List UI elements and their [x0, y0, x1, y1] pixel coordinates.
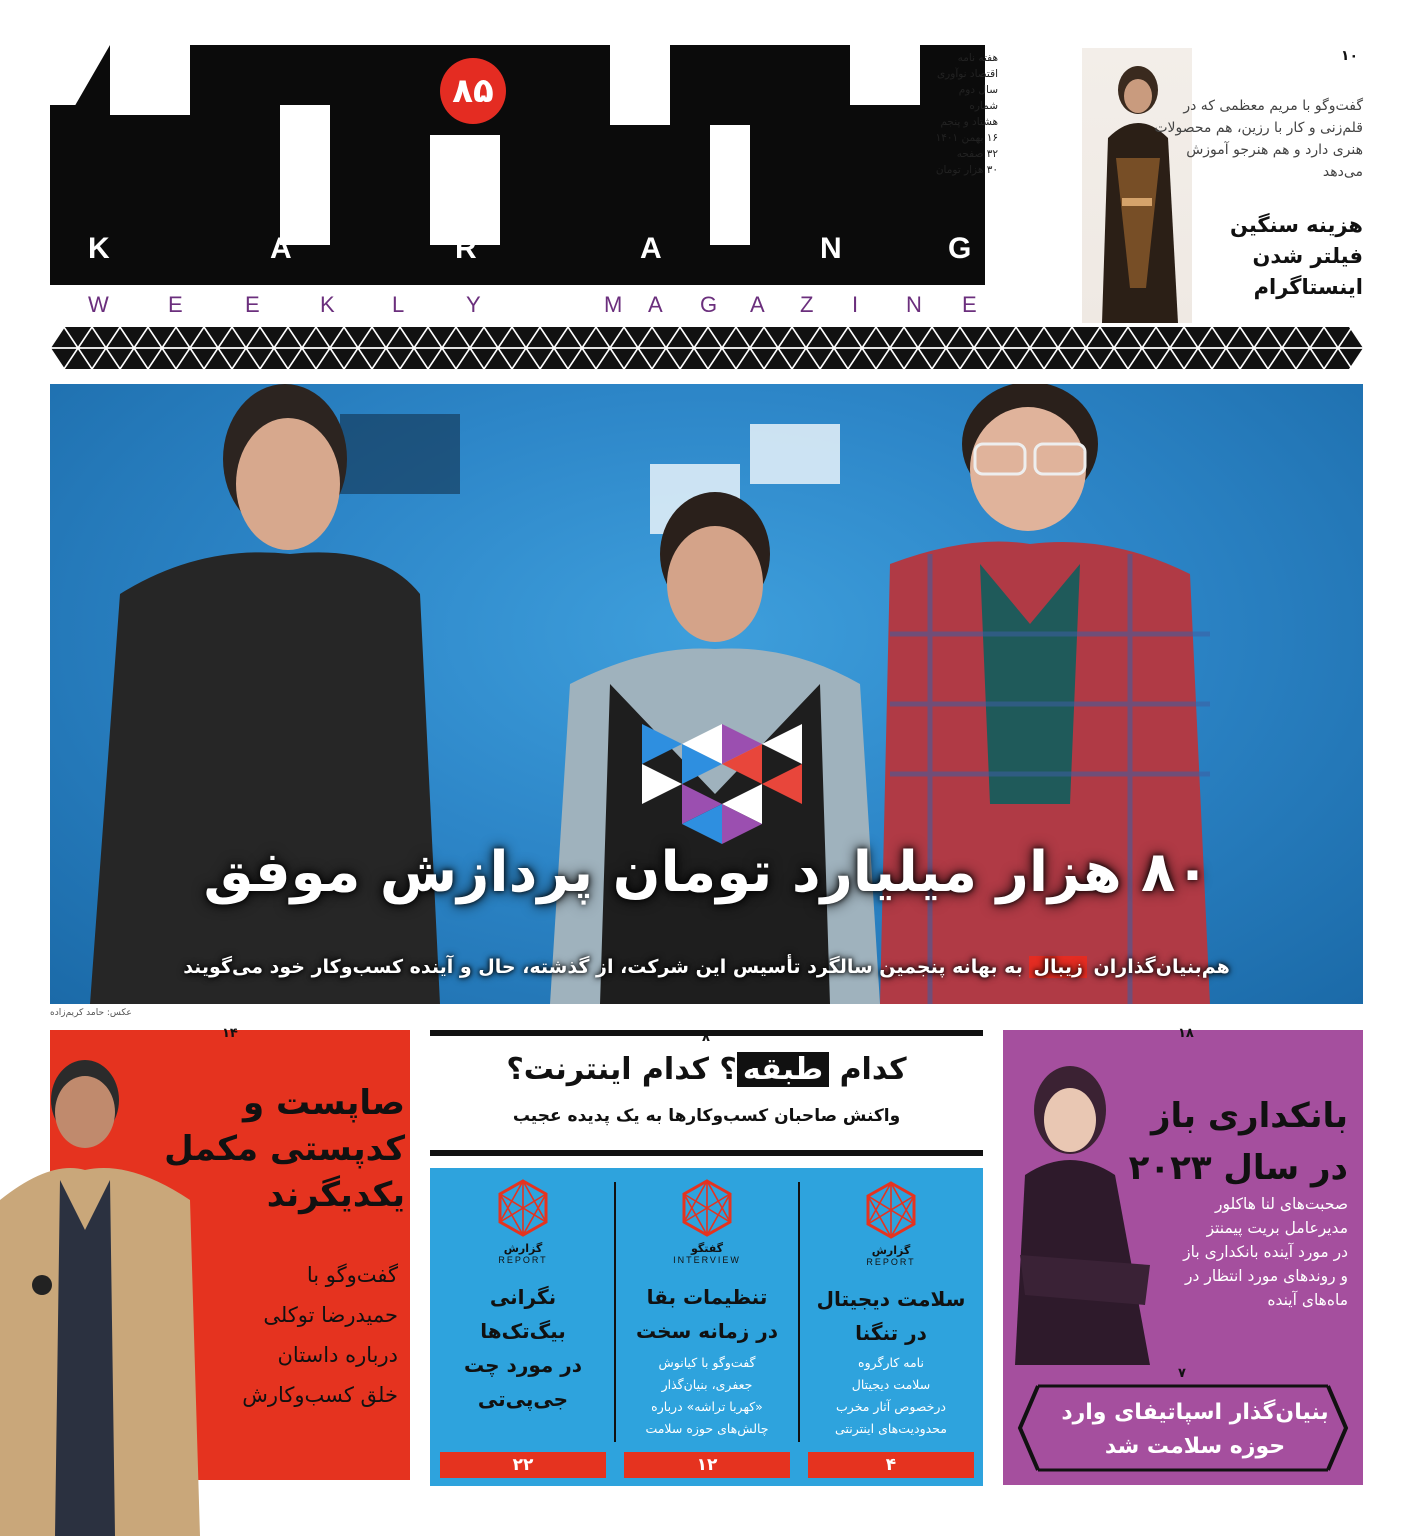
- tagline-letter: E: [168, 292, 183, 317]
- hero-headline[interactable]: ۸۰ هزار میلیارد تومان پردازش موفق: [203, 840, 1210, 905]
- center-title-box: طبقه: [737, 1052, 829, 1087]
- right-panel-title: [1128, 1090, 1348, 1194]
- column-body-line: نامه کارگروه: [858, 1355, 924, 1370]
- meta-line: شماره: [969, 100, 998, 112]
- tagline-letter: I: [852, 292, 859, 317]
- meta-line: هفته نامه: [957, 52, 998, 64]
- left-title-line: کدپستی مکمل: [164, 1129, 405, 1169]
- center-header-page: ۸: [702, 1030, 710, 1045]
- column-tag: [431, 1242, 615, 1265]
- meta-line: ۱۶ بهمن ۱۴۰۱: [935, 132, 998, 144]
- column-title: [431, 1280, 615, 1416]
- side-teaser-page: ۱۰: [1340, 48, 1358, 64]
- tagline-letter: K: [320, 292, 335, 317]
- left-title-line: یکدیگرند: [266, 1175, 405, 1215]
- latin-letter-a2: A: [640, 232, 662, 265]
- column-tag: [615, 1242, 799, 1265]
- latin-letter-n: N: [820, 232, 842, 265]
- left-title-line: صاپست و: [243, 1083, 405, 1123]
- meta-line: سال دوم: [958, 84, 998, 96]
- right-panel-body: [1128, 1192, 1348, 1312]
- issue-meta: [898, 50, 998, 178]
- right-body-line: مدیرعامل بریت پیمنتز: [1206, 1219, 1348, 1237]
- tagline-letter: W: [88, 292, 109, 317]
- column-title-line: تنظیمات بقا: [646, 1285, 768, 1309]
- right-box-line: حوزه سلامت شد: [1104, 1434, 1286, 1459]
- tagline-letter: A: [750, 292, 765, 317]
- left-panel-body: [198, 1255, 398, 1415]
- left-body-line: حمیدرضا توکلی: [263, 1303, 398, 1327]
- tagline-letter: E: [245, 292, 260, 317]
- tagline-letter: M: [604, 292, 623, 317]
- column-body-line: درخصوص آثار مخرب: [836, 1399, 946, 1414]
- right-box-page: ۷: [1178, 1366, 1186, 1381]
- column-tag: [799, 1244, 983, 1267]
- column-body-line: گفت‌وگو با کیانوش: [658, 1355, 756, 1370]
- center-header-title[interactable]: [430, 1052, 983, 1087]
- column-title-line: سلامت دیجیتال: [816, 1287, 966, 1311]
- photo-credit: عکس: حامد کریم‌زاده: [50, 1008, 132, 1018]
- column-page-number: ۲۲: [440, 1452, 606, 1478]
- center-title-text: کدام: [829, 1052, 907, 1087]
- right-body-line: در مورد آینده بانکداری باز: [1183, 1243, 1348, 1261]
- column-title-line: در زمانه سخت: [635, 1319, 778, 1343]
- column-body-line: «کهربا تراشه» درباره: [651, 1399, 763, 1414]
- column-title-line: در مورد چت: [464, 1353, 582, 1377]
- tag-en: REPORT: [498, 1255, 548, 1265]
- left-panel-title: [145, 1080, 405, 1218]
- column-body-line: جعفری، بنیان‌گذار: [661, 1377, 753, 1392]
- tagline-letter: Y: [466, 292, 481, 317]
- left-body-line: گفت‌وگو با: [306, 1263, 398, 1287]
- tagline-letter: L: [392, 292, 405, 317]
- column-body-line: سلامت دیجیتال: [851, 1377, 931, 1392]
- left-body-line: خلق کسب‌وکارش: [242, 1383, 398, 1407]
- side-title-line: اینستاگرام: [1253, 275, 1363, 299]
- column-body-line: محدودیت‌های اینترنتی: [835, 1421, 947, 1436]
- center-header-frame: [430, 1030, 983, 1156]
- column-title-line: نگرانی: [489, 1285, 557, 1309]
- hero-subline: [0, 956, 1413, 978]
- column-page-number: ۱۲: [624, 1452, 790, 1478]
- tag-fa: گزارش: [871, 1244, 911, 1257]
- latin-letter-a1: A: [270, 232, 292, 265]
- hero-photo: [50, 384, 1363, 1004]
- column-title: [615, 1280, 799, 1348]
- center-header-subtitle: واکنش صاحبان کسب‌وکارها به یک پدیده عجیب: [512, 1106, 901, 1126]
- side-title-line: هزینه سنگین: [1229, 213, 1363, 237]
- column-title-line: جی‌پی‌تی: [477, 1387, 569, 1411]
- column-body: [799, 1352, 983, 1440]
- network-emblem-icon: [493, 1178, 553, 1238]
- side-teaser-title[interactable]: [1153, 210, 1363, 303]
- tagline-letter: G: [700, 292, 718, 317]
- issue-number-badge: ۸۵: [440, 58, 506, 124]
- column-page-number: ۴: [808, 1452, 974, 1478]
- tagline-letter: Z: [800, 292, 814, 317]
- right-title-line: در سال ۲۰۲۳: [1128, 1148, 1348, 1188]
- meta-line: ۳۰ هزار تومان: [935, 164, 998, 176]
- center-title-text: ؟ کدام اینترنت؟: [506, 1052, 737, 1087]
- right-box-headline[interactable]: [1045, 1396, 1345, 1464]
- tagline-letter: A: [648, 292, 663, 317]
- subline-highlight: زیبال: [1029, 956, 1086, 978]
- triangle-pattern-band: [50, 327, 1363, 369]
- column-title-line: در تنگنا: [855, 1321, 927, 1345]
- right-body-line: و روندهای مورد انتظار در: [1185, 1267, 1348, 1285]
- right-panel-page: ۱۸: [1178, 1026, 1194, 1041]
- left-body-line: درباره داستان: [277, 1343, 398, 1367]
- right-title-line: بانکداری باز: [1150, 1096, 1348, 1136]
- network-emblem-icon: [861, 1180, 921, 1240]
- tag-fa: گزارش: [503, 1242, 543, 1255]
- column-title-line: بیگ‌تک‌ها: [480, 1319, 566, 1343]
- tagline-letter: E: [962, 292, 977, 317]
- column-body-line: چالش‌های حوزه سلامت: [645, 1421, 769, 1436]
- latin-letter-r: R: [455, 232, 477, 265]
- subline-text: به بهانه پنجمین سالگرد تأسیس این شرکت، از گذشته، حال و آینده کسب‌وکار خود می‌گویند: [183, 956, 1030, 978]
- right-body-line: صحبت‌های لنا هاکلور: [1215, 1195, 1348, 1213]
- side-title-line: فیلتر شدن: [1252, 244, 1363, 268]
- tag-fa: گفتگو: [690, 1242, 724, 1255]
- right-box-line: بنیان‌گذار اسپاتیفای وارد: [1061, 1400, 1329, 1425]
- subline-text: هم‌بنیان‌گذاران: [1086, 956, 1230, 978]
- left-panel-page: ۱۴: [222, 1026, 238, 1041]
- meta-line: هشتاد و پنجم: [940, 116, 998, 128]
- right-body-line: ماه‌های آینده: [1267, 1291, 1348, 1309]
- side-teaser-intro: گفت‌وگو با مریم معظمی که در قلم‌زنی و کار با رزین، هم محصولات هنری دارد و هم هنرجو آموزش می‌دهد: [1154, 98, 1363, 180]
- tagline-letter: N: [906, 292, 922, 317]
- network-emblem-icon: [677, 1178, 737, 1238]
- masthead-logo: [50, 45, 985, 285]
- tag-en: REPORT: [866, 1257, 916, 1267]
- latin-letter-k: K: [88, 232, 110, 265]
- meta-line: اقتصاد نوآوری: [936, 68, 998, 80]
- latin-letter-g: G: [948, 232, 972, 265]
- column-body: [615, 1352, 799, 1440]
- column-title: [799, 1282, 983, 1350]
- tag-en: INTERVIEW: [673, 1255, 741, 1265]
- meta-line: ۳۲ صفحه: [956, 148, 998, 160]
